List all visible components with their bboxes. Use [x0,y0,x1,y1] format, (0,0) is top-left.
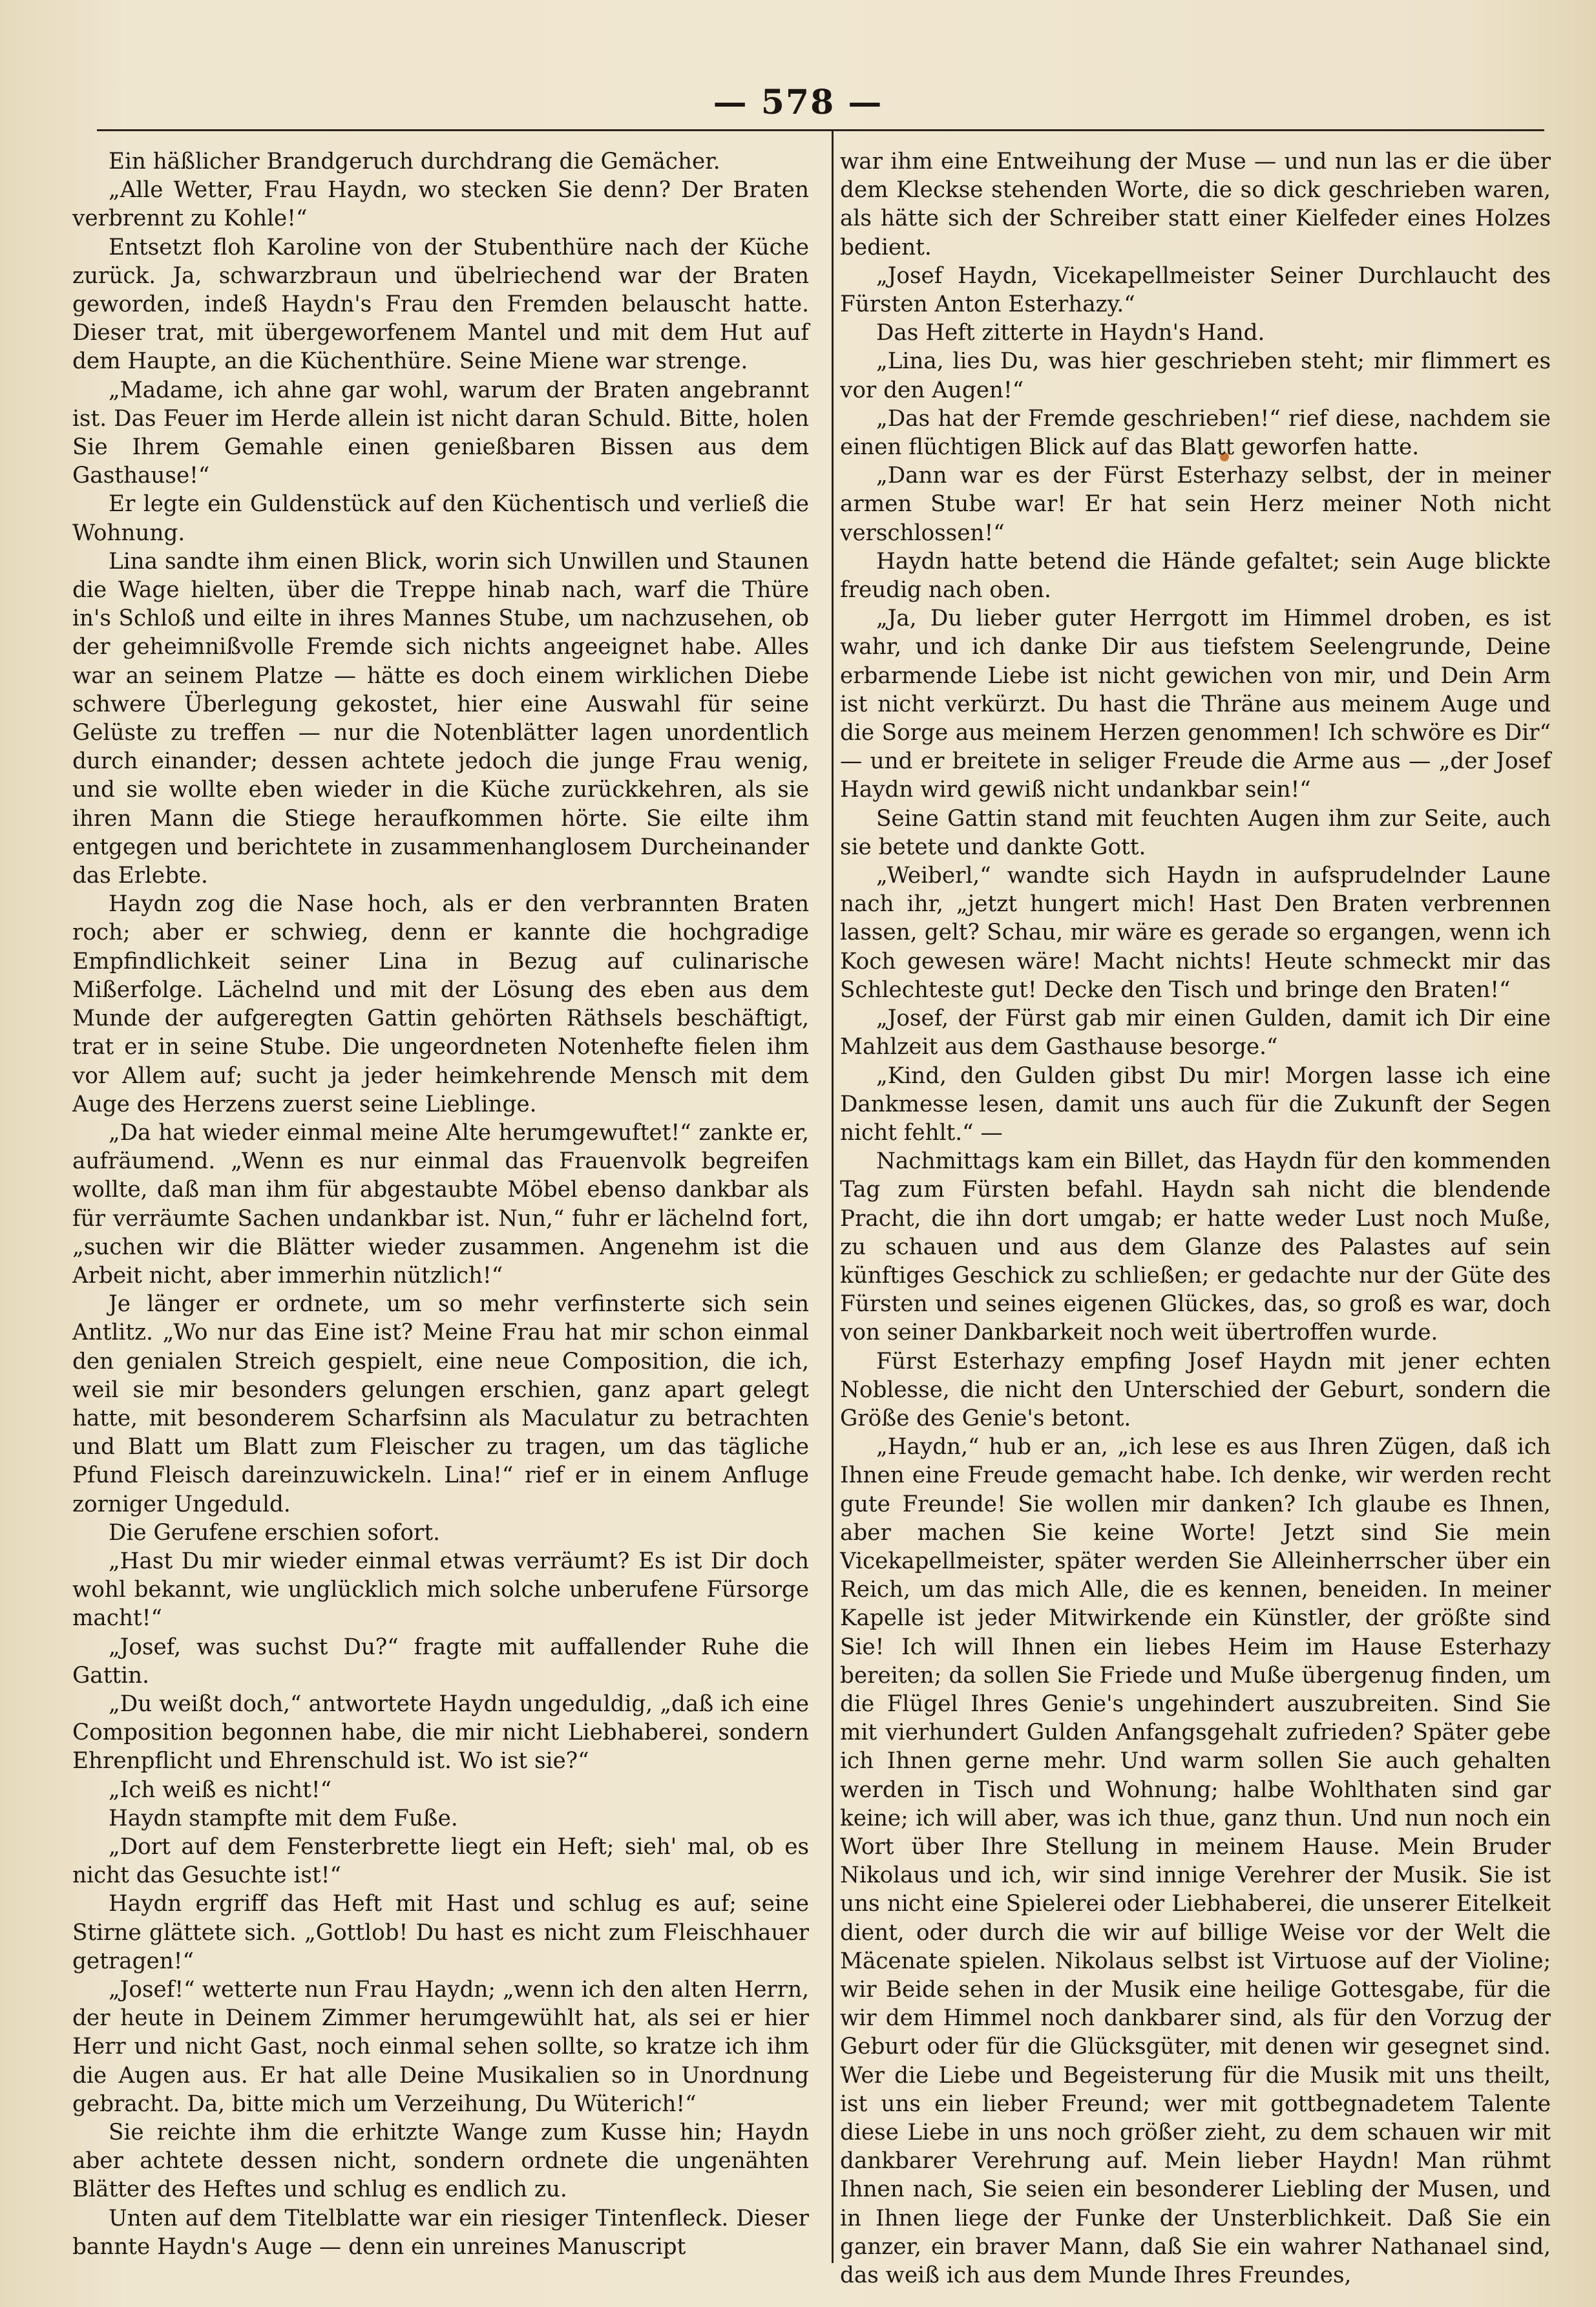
paragraph: „Josef, der Fürst gab mir einen Gulden, damit ich Dir eine Mahlzeit aus dem Gasthause besorge.“ [840,1006,1551,1060]
paragraph: „Kind, den Gulden gibst Du mir! Morgen lasse ich eine Dankmesse lesen, damit uns auch für die Zukunft der Segen nicht fehlt.“ — [840,1062,1551,1146]
paragraph: „Weiberl,“ wandte sich Haydn in aufsprudelnder Laune nach ihr, „jetzt hungert mich! Hast Den Braten verbrennen lassen, gelt? Schau, mir wäre es gerade so ergangen, wenn ich Koch gewesen wäre! Macht nichts! Heute schmeckt mir das Schlechteste gut! Decke den Tisch und bringe den Braten!“ [840,863,1551,1003]
paragraph: Haydn stampfte mit dem Fuße. [109,1805,458,1831]
paragraph: Unten auf dem Titelblatte war ein riesiger Tintenfleck. Dieser bannte Haydn's Auge — denn ein unreines Manuscript [72,2205,809,2260]
page-number: — 578 — [713,83,883,122]
paragraph: „Ich weiß es nicht!“ [109,1776,332,1803]
paragraph: „Ja, Du lieber guter Herrgott im Himmel droben, es ist wahr, und ich danke Dir aus tiefstem Seelengrunde, Deine erbarmende Liebe ist nicht gewichen von mir, und Dein Arm ist nicht verkürzt. Du hast die Thräne aus meinem Auge und die Sorge aus meinem Herzen genommen! Ich schwöre es Dir“ — und er breitete in seliger Freude die Arme aus — „der Josef Haydn wird gewiß nicht undankbar sein!“ [840,606,1551,803]
paragraph: Entsetzt floh Karoline von der Stubenthüre nach der Küche zurück. Ja, schwarzbraun und übelriechend war der Braten geworden, indeß Haydn's Frau den Fremden belauscht hatte. Dieser trat, mit übergeworfenem Mantel und mit dem Hut auf dem Haupte, an die Küchenthüre. Seine Miene war strenge. [72,234,809,375]
paragraph: „Das hat der Fremde geschrieben!“ rief diese, nachdem sie einen flüchtigen Blick auf das Blatt geworfen hatte. [840,405,1551,461]
paragraph: Seine Gattin stand mit feuchten Augen ihm zur Seite, auch sie betete und dankte Gott. [840,805,1551,860]
left-column [72,147,809,2261]
paragraph: „Dort auf dem Fensterbrette liegt ein Heft; sieh' mal, ob es nicht das Gesuchte ist!“ [72,1833,809,1889]
paragraph: „Lina, lies Du, was hier geschrieben steht; mir flimmert es vor den Augen!“ [840,348,1551,403]
paragraph: Haydn zog die Nase hoch, als er den verbrannten Braten roch; aber er schwieg, denn er kannte die hochgradige Empfindlichkeit seiner Lina in Bezug auf culinarische Mißerfolge. Lächelnd und mit der Lösung des eben aus dem Munde der aufgeregten Gattin gehörten Räthsels beschäftigt, trat er in seine Stube. Die ungeordneten Notenhefte fielen ihm vor Allem auf; sucht ja jeder heimkehrende Mensch mit dem Auge des Herzens zuerst seine Lieblinge. [72,891,809,1117]
paragraph: Das Heft zitterte in Haydn's Hand. [876,320,1265,346]
paragraph: „Josef!“ wetterte nun Frau Haydn; „wenn ich den alten Herrn, der heute in Deinem Zimmer herumgewühlt hat, als sei er hier Herr und nicht Gast, noch einmal sehen sollte, so kratze ich ihm die Augen aus. Er hat alle Deine Musikalien so in Unordnung gebracht. Da, bitte mich um Verzeihung, Du Wüterich!“ [72,1977,809,2117]
paragraph: „Haydn,“ hub er an, „ich lese es aus Ihren Zügen, daß ich Ihnen eine Freude gemacht habe. Ich denke, wir werden recht gute Freunde! Sie wollen mir danken? Ich glaube es Ihnen, aber machen Sie keine Worte! Jetzt sind Sie mein Vicekapellmeister, später werden Sie Alleinherrscher über ein Reich, um das mich Alle, die es kennen, beneiden. In meiner Kapelle ist jeder Mitwirkende ein Künstler, der größte sind Sie! Ich will Ihnen ein liebes Heim im Hause Esterhazy bereiten; da sollen Sie Friede und Muße übergenug finden, um die Flügel Ihres Genie's ungehindert auszubreiten. Sind Sie mit vierhundert Gulden Anfangsgehalt zufrieden? Später gebe ich Ihnen gerne mehr. Und warm sollen Sie auch gehalten werden in Tisch und Wohnung; halbe Wohlthaten sind gar keine; ich will aber, was ich thue, ganz thun. Und nun noch ein Wort über Ihre Stellung in meinem Hause. Mein Bruder Nikolaus und ich, wir sind innige Verehrer der Musik. Sie ist uns nicht eine Spielerei oder Liebhaberei, die unserer Eitelkeit dient, oder durch die wir auf billige Weise vor der Welt die Mäcenate spielen. Nikolaus selbst ist Virtuose auf der Violine; wir Beide sehen in der Musik eine heilige Gottesgabe, für die wir dem Himmel noch dankbarer sind, als für den Vorzug der Geburt oder für die Glücksgüter, mit denen wir gesegnet sind. Wer die Liebe und Begeisterung für die Musik mit uns theilt, ist uns ein lieber Freund; wer mit gottbegnadetem Talente diese Liebe in uns noch größer zieht, zu dem schauen wir mit dankbarer Verehrung auf. Mein lieber Haydn! Man rühmt Ihnen nach, Sie seien ein besonderer Liebling der Musen, und in Ihnen liege der Funke der Unsterblichkeit. Daß Sie ein ganzer, ein braver Mann, daß Sie ein wahrer Nathanael sind, das weiß ich aus dem Munde Ihres Freundes, [840,1434,1551,2289]
paragraph: Je länger er ordnete, um so mehr verfinsterte sich sein Antlitz. „Wo nur das Eine ist? Meine Frau hat mir schon einmal den genialen Streich gespielt, eine neue Composition, die ich, weil sie mir besonders gelungen erschien, ganz apart gelegt hatte, mit besonderem Scharfsinn als Maculatur zu betrachten und Blatt um Blatt zum Fleischer zu tragen, um das tägliche Pfund Fleisch dareinzuwickeln. Lina!“ rief er in einem Anfluge zorniger Ungeduld. [72,1291,809,1517]
paragraph: Sie reichte ihm die erhitzte Wange zum Kusse hin; Haydn aber achtete dessen nicht, sondern ordnete die ungenähten Blätter des Heftes und schlug es endlich zu. [72,2120,809,2203]
paragraph: Haydn ergriff das Heft mit Hast und schlug es auf; seine Stirne glättete sich. „Gottlob! Du hast es nicht zum Fleischhauer getragen!“ [72,1891,809,1974]
paragraph: „Madame, ich ahne gar wohl, warum der Braten angebrannt ist. Das Feuer im Herde allein ist nicht daran Schuld. Bitte, holen Sie Ihrem Gemahle einen genießbaren Bissen aus dem Gasthause!“ [72,377,809,489]
paragraph: „Dann war es der Fürst Esterhazy selbst, der in meiner armen Stube war! Er hat sein Herz meiner Noth nicht verschlossen!“ [840,463,1551,546]
paragraph: „Da hat wieder einmal meine Alte herumgewuftet!“ zankte er, aufräumend. „Wenn es nur einmal das Frauenvolk begreifen wollte, daß man ihm für abgestaubte Möbel ebenso dankbar als für verräumte Sachen undankbar ist. Nun,“ fuhr er lächelnd fort, „suchen wir die Blätter wieder zusammen. Angenehm ist die Arbeit nicht, aber immerhin nützlich!“ [72,1119,809,1289]
paragraph: Er legte ein Guldenstück auf den Küchentisch und verließ die Wohnung. [72,491,809,546]
paragraph: Haydn hatte betend die Hände gefaltet; sein Auge blickte freudig nach oben. [840,548,1551,604]
paragraph: „Josef Haydn, Vicekapellmeister Seiner Durchlaucht des Fürsten Anton Esterhazy.“ [840,262,1551,318]
paragraph: Lina sandte ihm einen Blick, worin sich Unwillen und Staunen die Wage hielten, über die Treppe hinab nach, warf die Thüre in's Schloß und eilte in ihres Mannes Stube, um nachzusehen, ob der geheimnißvolle Fremde sich nichts angeeignet habe. Alles war an seinem Platze — hätte es doch einem wirklichen Diebe schwere Überlegung gekostet, hier eine Auswahl für seine Gelüste zu treffen — nur die Notenblätter lagen unordentlich durch einander; dessen achtete jedoch die junge Frau wenig, und sie wollte eben wieder in die Küche zurückkehren, als sie ihren Mann die Stiege heraufkommen hörte. Sie eilte ihm entgegen und berichtete in zusammenhanglosem Durcheinander das Erlebte. [72,548,809,889]
paragraph: „Du weißt doch,“ antwortete Haydn ungeduldig, „daß ich eine Composition begonnen habe, die mir nicht Liebhaberei, sondern Ehrenpflicht und Ehrenschuld ist. Wo ist sie?“ [72,1691,809,1775]
paragraph: Die Gerufene erschien sofort. [109,1519,440,1546]
right-column [840,147,1551,2290]
paragraph: Fürst Esterhazy empfing Josef Haydn mit jener echten Noblesse, die nicht den Unterschied der Geburt, sondern die Größe des Genie's betont. [840,1348,1551,1431]
paragraph: „Josef, was suchst Du?“ fragte mit auffallender Ruhe die Gattin. [72,1634,809,1689]
paragraph: „Alle Wetter, Frau Haydn, wo stecken Sie denn? Der Braten verbrennt zu Kohle!“ [72,177,809,232]
header-rule [97,129,1544,131]
paragraph: „Hast Du mir wieder einmal etwas verräumt? Es ist Dir doch wohl bekannt, wie unglücklich mich solche unberufene Fürsorge macht!“ [72,1548,809,1632]
paragraph: Ein häßlicher Brandgeruch durchdrang die Gemächer. [109,149,720,174]
paragraph: war ihm eine Entweihung der Muse — und nun las er die über dem Kleckse stehenden Worte, die so dick geschrieben waren, als hätte sich der Schreiber statt einer Kielfeder eines Holzes bedient. [840,149,1551,260]
column-divider [832,131,834,2263]
paragraph: Nachmittags kam ein Billet, das Haydn für den kommenden Tag zum Fürsten befahl. Haydn sah nicht die blendende Pracht, die ihn dort umgab; er hatte weder Lust noch Muße, zu schauen und aus dem Glanze des Palastes auf sein künftiges Geschick zu schließen; er gedachte nur der Güte des Fürsten und seines eigenen Glückes, das, so groß es war, doch von seiner Dankbarkeit noch weit übertroffen wurde. [840,1148,1551,1346]
